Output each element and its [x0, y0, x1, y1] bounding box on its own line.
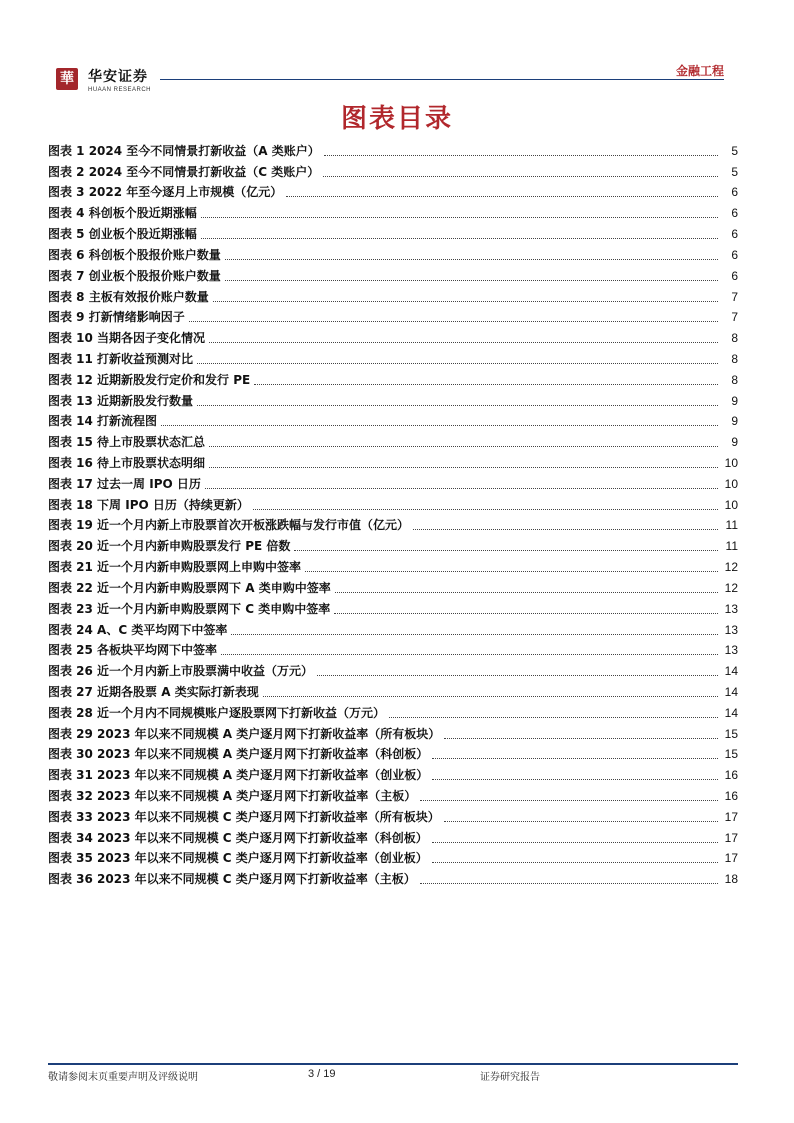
- toc-entry-label: 图表 32 2023 年以来不同规模 A 类户逐月网下打新收益率（主板）: [48, 789, 417, 803]
- toc-entry[interactable]: [48, 846, 738, 867]
- page-title: 图表目录: [340, 104, 453, 134]
- toc-entry[interactable]: [48, 679, 738, 700]
- toc-entry-page: 17: [724, 809, 738, 824]
- toc-leader-dots: [209, 341, 718, 343]
- toc-entry[interactable]: [48, 180, 738, 201]
- toc-entry-page: 17: [724, 830, 738, 845]
- toc-entry-page: 5: [731, 143, 738, 158]
- toc-entry[interactable]: [48, 533, 738, 554]
- toc-entry[interactable]: [48, 159, 738, 180]
- toc-entry-label: 图表 2 2024 至今不同情景打新收益（C 类账户）: [48, 164, 320, 179]
- toc-entry-page: 13: [724, 622, 738, 637]
- toc-entry-page: 16: [724, 789, 738, 803]
- toc-entry[interactable]: [48, 742, 738, 763]
- toc-entry-page: 11: [725, 518, 738, 533]
- toc-entry[interactable]: [48, 638, 738, 659]
- toc-entry-label: 图表 18 下周 IPO 日历（持续更新）: [48, 497, 249, 512]
- toc-entry-label: 图表 9 打新情绪影响因子: [48, 310, 185, 325]
- huaan-logo-icon: 華: [56, 68, 78, 90]
- toc-entry-label: 图表 14 打新流程图: [48, 414, 158, 429]
- toc-entry-page: 14: [724, 664, 738, 679]
- toc-leader-dots: [305, 570, 718, 572]
- toc-entry-label: 图表 10 当期各因子变化情况: [48, 331, 206, 346]
- toc-entry-page: 8: [731, 351, 738, 366]
- toc-entry[interactable]: [48, 346, 738, 367]
- toc-entry-page: 6: [731, 185, 738, 200]
- toc-entry[interactable]: [48, 138, 738, 159]
- toc-entry[interactable]: [48, 700, 738, 721]
- logo-chinese-name: 华安证券: [88, 69, 148, 85]
- toc-entry-page: 9: [731, 414, 738, 429]
- toc-leader-dots: [432, 841, 718, 843]
- toc-entry-label: 图表 1 2024 至今不同情景打新收益（A 类账户）: [48, 143, 320, 158]
- toc-entry-label: 图表 31 2023 年以来不同规模 A 类户逐月网下打新收益率（创业板）: [48, 768, 429, 783]
- report-section-label: 金融工程: [675, 64, 724, 78]
- toc-entry-label: 图表 16 待上市股票状态明细: [48, 456, 206, 470]
- toc-entry-label: 图表 12 近期新股发行定价和发行 PE: [48, 372, 251, 387]
- toc-entry-page: 17: [724, 851, 738, 866]
- toc-entry-label: 图表 8 主板有效报价账户数量: [48, 289, 209, 304]
- toc-entry-label: 图表 25 各板块平均网下中签率: [48, 643, 218, 658]
- toc-entry-page: 9: [731, 435, 738, 450]
- toc-entry-page: 6: [731, 247, 738, 262]
- toc-entry[interactable]: [48, 242, 738, 263]
- footer-report-type: 证券研究报告: [480, 1072, 540, 1083]
- toc-entry[interactable]: [48, 284, 738, 305]
- toc-entry-page: 6: [731, 268, 738, 283]
- toc-entry-page: 13: [724, 643, 738, 658]
- toc-entry-label: 图表 27 近期各股票 A 类实际打新表现: [48, 684, 259, 699]
- toc-entry[interactable]: [48, 513, 738, 534]
- toc-entry[interactable]: [48, 450, 738, 471]
- logo-english-name: HUAAN RESEARCH: [88, 87, 152, 93]
- toc-entry-page: 14: [724, 684, 738, 699]
- toc-entry-page: 8: [731, 372, 738, 387]
- toc-entry-label: 图表 15 待上市股票状态汇总: [48, 435, 206, 450]
- toc-entry[interactable]: [48, 409, 738, 430]
- toc-entry-label: 图表 28 近一个月内不同规模账户逐股票网下打新收益（万元）: [48, 705, 386, 720]
- toc-entry-label: 图表 3 2022 年至今逐月上市规模（亿元）: [48, 185, 283, 200]
- toc-entry-label: 图表 30 2023 年以来不同规模 A 类户逐月网下打新收益率（科创板）: [48, 747, 429, 762]
- toc-entry-label: 图表 26 近一个月内新上市股票满中收益（万元）: [48, 664, 314, 679]
- toc-entry-label: 图表 22 近一个月内新申购股票网下 A 类申购中签率: [48, 580, 331, 595]
- toc-leader-dots: [213, 300, 718, 302]
- toc-leader-dots: [225, 258, 718, 260]
- toc-entry[interactable]: [48, 554, 738, 575]
- toc-entry-page: 11: [725, 539, 738, 554]
- toc-leader-dots: [201, 216, 718, 218]
- toc-entry[interactable]: [48, 804, 738, 825]
- toc-leader-dots: [286, 195, 718, 197]
- toc-entry-page: 18: [724, 872, 738, 887]
- toc-entry-label: 图表 21 近一个月内新申购股票网上申购中签率: [48, 560, 302, 575]
- toc-leader-dots: [444, 820, 718, 822]
- toc-leader-dots: [334, 612, 718, 614]
- toc-leader-dots: [444, 737, 718, 739]
- toc-leader-dots: [253, 508, 718, 510]
- toc-entry[interactable]: [48, 762, 738, 783]
- toc-entry[interactable]: [48, 825, 738, 846]
- footer-disclaimer: 敬请参阅末页重要声明及评级说明: [48, 1072, 198, 1083]
- toc-leader-dots: [432, 757, 718, 759]
- toc-entry-page: 14: [724, 705, 738, 720]
- toc-entry-page: 15: [724, 747, 738, 762]
- toc-entry-label: 图表 24 A、C 类平均网下中签率: [48, 622, 228, 637]
- toc-entry-label: 图表 23 近一个月内新申购股票网下 C 类申购中签率: [48, 601, 331, 616]
- toc-leader-dots: [209, 445, 718, 447]
- toc-entry-label: 图表 17 过去一周 IPO 日历: [48, 476, 201, 491]
- toc-entry-label: 图表 6 科创板个股报价账户数量: [48, 247, 221, 262]
- toc-entry-page: 10: [724, 476, 738, 491]
- toc-entry[interactable]: [48, 866, 738, 887]
- toc-leader-dots: [221, 653, 718, 655]
- page-header: [0, 0, 794, 100]
- toc-leader-dots: [263, 695, 718, 697]
- toc-leader-dots: [317, 674, 718, 676]
- toc-entry-page: 12: [724, 560, 738, 575]
- footer-page-number: 3 / 19: [308, 1068, 336, 1080]
- toc-leader-dots: [161, 424, 718, 426]
- toc-entry[interactable]: [48, 783, 738, 804]
- toc-entry-page: 16: [724, 768, 738, 783]
- figure-list: [48, 138, 738, 887]
- toc-entry[interactable]: [48, 388, 738, 409]
- toc-leader-dots: [189, 320, 718, 322]
- toc-leader-dots: [225, 279, 718, 281]
- toc-entry-label: 图表 13 近期新股发行数量: [48, 393, 194, 408]
- toc-leader-dots: [413, 528, 718, 530]
- toc-entry-label: 图表 11 打新收益预测对比: [48, 351, 194, 366]
- toc-entry[interactable]: [48, 658, 738, 679]
- toc-entry[interactable]: [48, 471, 738, 492]
- toc-leader-dots: [323, 175, 718, 177]
- toc-entry-label: 图表 29 2023 年以来不同规模 A 类户逐月网下打新收益率（所有板块）: [48, 726, 441, 741]
- toc-entry[interactable]: [48, 596, 738, 617]
- toc-leader-dots: [197, 362, 718, 364]
- toc-entry-label: 图表 33 2023 年以来不同规模 C 类户逐月网下打新收益率（所有板块）: [48, 809, 440, 824]
- toc-entry-label: 图表 5 创业板个股近期涨幅: [48, 227, 197, 242]
- toc-entry[interactable]: [48, 200, 738, 221]
- toc-leader-dots: [231, 633, 718, 635]
- toc-entry-label: 图表 19 近一个月内新上市股票首次开板涨跌幅与发行市值（亿元）: [48, 518, 410, 533]
- toc-entry-page: 6: [731, 227, 738, 242]
- toc-entry-page: 13: [724, 601, 738, 616]
- toc-entry-page: 8: [731, 331, 738, 346]
- toc-entry-page: 10: [724, 456, 738, 470]
- toc-leader-dots: [432, 778, 718, 780]
- toc-entry-label: 图表 36 2023 年以来不同规模 C 类户逐月网下打新收益率（主板）: [48, 872, 416, 887]
- toc-leader-dots: [420, 799, 718, 801]
- toc-entry-page: 7: [731, 289, 738, 304]
- toc-leader-dots: [209, 466, 718, 468]
- toc-entry[interactable]: [48, 263, 738, 284]
- toc-entry-label: 图表 4 科创板个股近期涨幅: [48, 206, 197, 221]
- toc-entry[interactable]: [48, 325, 738, 346]
- toc-entry-label: 图表 35 2023 年以来不同规模 C 类户逐月网下打新收益率（创业板）: [48, 851, 428, 866]
- toc-entry[interactable]: [48, 305, 738, 326]
- toc-leader-dots: [432, 861, 718, 863]
- toc-entry[interactable]: [48, 617, 738, 638]
- toc-entry[interactable]: [48, 575, 738, 596]
- toc-entry[interactable]: [48, 367, 738, 388]
- toc-entry-page: 12: [724, 580, 738, 595]
- toc-entry[interactable]: [48, 429, 738, 450]
- toc-entry-page: 9: [731, 393, 738, 408]
- toc-leader-dots: [205, 487, 718, 489]
- toc-entry[interactable]: [48, 721, 738, 742]
- toc-leader-dots: [389, 716, 718, 718]
- toc-entry-label: 图表 7 创业板个股报价账户数量: [48, 268, 221, 283]
- footer-divider: [48, 1063, 738, 1065]
- toc-leader-dots: [420, 882, 718, 884]
- toc-leader-dots: [254, 383, 718, 385]
- toc-entry-label: 图表 20 近一个月内新申购股票发行 PE 倍数: [48, 539, 291, 554]
- toc-entry-page: 7: [731, 310, 738, 325]
- toc-entry[interactable]: [48, 221, 738, 242]
- toc-entry-page: 15: [724, 726, 738, 741]
- toc-leader-dots: [294, 549, 718, 551]
- toc-leader-dots: [335, 591, 718, 593]
- header-divider: [160, 79, 724, 80]
- toc-entry-page: 10: [724, 497, 738, 512]
- toc-leader-dots: [201, 237, 718, 239]
- toc-leader-dots: [197, 404, 718, 406]
- toc-entry-page: 6: [731, 206, 738, 221]
- toc-entry-label: 图表 34 2023 年以来不同规模 C 类户逐月网下打新收益率（科创板）: [48, 830, 428, 845]
- toc-leader-dots: [324, 154, 718, 156]
- toc-entry-page: 5: [731, 164, 738, 179]
- toc-entry[interactable]: [48, 492, 738, 513]
